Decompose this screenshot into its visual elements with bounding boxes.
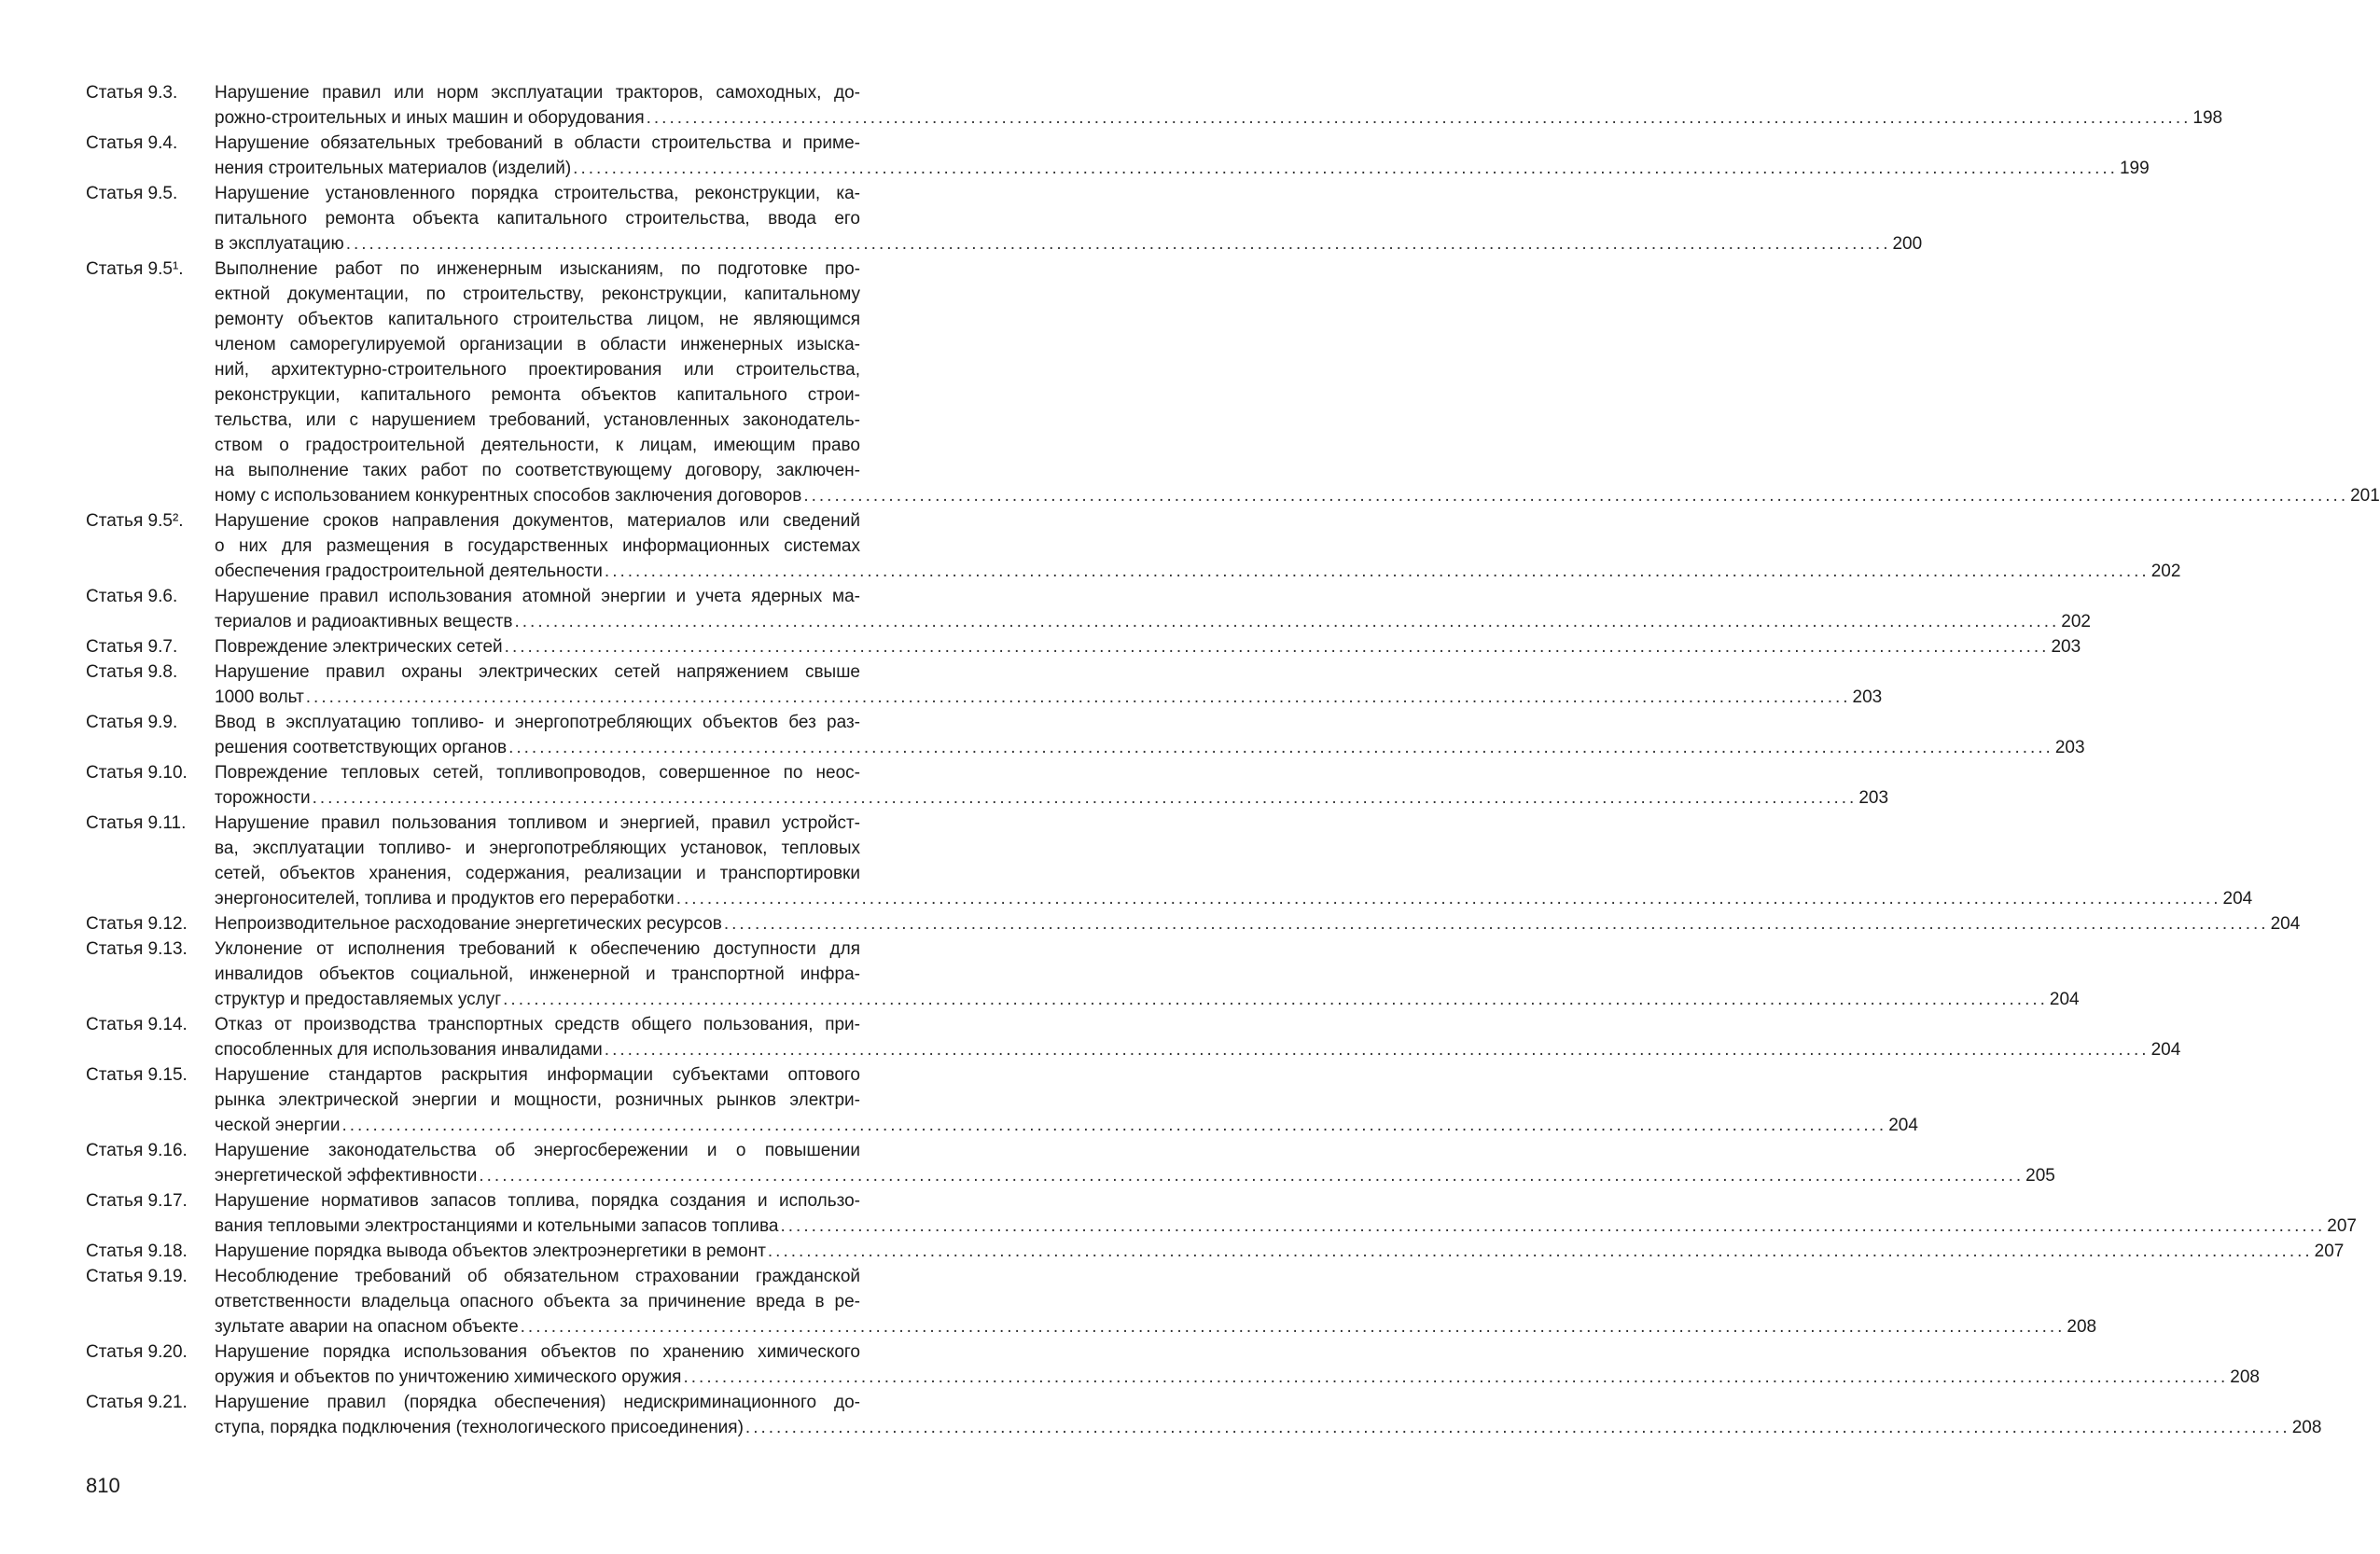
title-line-text: энергетической эффективности [215, 1166, 478, 1186]
page-ref: 208 [2067, 1317, 2097, 1337]
dot-leader: ........................................................................................................................................................................................................ [573, 159, 2118, 178]
title-line: тельства, или с нарушением требований, установленных законодатель- [215, 410, 860, 430]
article-label: Статья 9.13. [86, 939, 188, 959]
title-line-text: зультате аварии на опасном объекте [215, 1317, 519, 1337]
title-line-text: рожно-строительных и иных машин и оборудования [215, 108, 645, 128]
article-title [215, 1012, 2181, 1062]
toc-entry [86, 811, 2253, 911]
dot-leader: ........................................................................................................................................................................................................ [479, 1166, 2025, 1186]
title-line: Нарушение правил или норм эксплуатации тракторов, самоходных, до- [215, 83, 860, 103]
page-ref: 207 [2327, 1216, 2357, 1236]
toc-entry [86, 181, 1923, 257]
title-line: ответственности владельца опасного объекта за причинение вреда в ре- [215, 1292, 860, 1311]
page-ref: 208 [2291, 1418, 2322, 1437]
article-label: Статья 9.16. [86, 1141, 188, 1160]
toc-entry [86, 1239, 2345, 1264]
title-line: Выполнение работ по инженерным изысканиям, по подготовке про- [215, 259, 860, 279]
article-title [215, 1062, 1918, 1138]
article-title [215, 710, 2085, 760]
page-ref: 198 [2192, 108, 2223, 128]
article-title [215, 937, 2080, 1012]
article-title [215, 1188, 2357, 1239]
toc-entry [86, 80, 2223, 131]
article-title [215, 659, 1883, 710]
title-line-text: в эксплуатацию [215, 234, 344, 254]
dot-leader: ........................................................................................................................................................................................................ [520, 1317, 2066, 1337]
title-line: ектной документации, по строительству, реконструкции, капитальному [215, 284, 860, 304]
article-title [215, 508, 2181, 584]
dot-leader: ........................................................................................................................................................................................................ [780, 1216, 2326, 1236]
page-ref: 204 [1888, 1116, 1918, 1135]
article-label: Статья 9.5². [86, 511, 184, 531]
title-line: членом саморегулируемой организации в области инженерных изыска- [215, 335, 860, 354]
title-line [215, 987, 2080, 1012]
toc-entry [86, 760, 1889, 811]
toc-entry [86, 634, 2081, 659]
title-line: Нарушение установленного порядка строительства, реконструкции, ка- [215, 184, 860, 203]
title-line: Нарушение правил (порядка обеспечения) недискриминационного до- [215, 1393, 860, 1412]
toc-entry [86, 257, 2380, 508]
title-line: Ввод в эксплуатацию топливо- и энергопотребляющих объектов без раз- [215, 713, 860, 732]
toc-entry [86, 911, 2301, 937]
title-line-text: вания тепловыми электростанциями и котельными запасов топлива [215, 1216, 779, 1236]
title-line: ний, архитектурно-строительного проектирования или строительства, [215, 360, 860, 380]
article-title [215, 1339, 2260, 1390]
title-line [215, 1365, 2260, 1390]
dot-leader: ........................................................................................................................................................................................................ [683, 1367, 2229, 1387]
toc-entry [86, 1264, 2097, 1339]
title-line-text: ному с использованием конкурентных способов заключения договоров [215, 486, 802, 506]
title-line [215, 634, 2081, 659]
article-label: Статья 9.5. [86, 184, 178, 203]
article-title [215, 1264, 2097, 1339]
page-ref: 203 [2054, 738, 2085, 757]
toc-entry [86, 584, 2091, 634]
page-ref: 203 [1852, 687, 1883, 707]
page-ref: 202 [2061, 612, 2091, 631]
title-line: ремонту объектов капитального строительства лицом, не являющимся [215, 310, 860, 329]
title-line: Нарушение порядка использования объектов по хранению химического [215, 1342, 860, 1362]
title-line: сетей, объектов хранения, содержания, реализации и транспортировки [215, 864, 860, 883]
article-title [215, 811, 2253, 911]
title-line: рынка электрической энергии и мощности, розничных рынков электри- [215, 1090, 860, 1110]
dot-leader: ........................................................................................................................................................................................................ [345, 234, 1891, 254]
title-line-text: нения строительных материалов (изделий) [215, 159, 572, 178]
page-ref: 204 [2222, 889, 2253, 909]
title-line: Нарушение стандартов раскрытия информации субъектами оптового [215, 1065, 860, 1085]
article-label: Статья 9.10. [86, 763, 188, 783]
article-title [215, 634, 2081, 659]
toc-entry [86, 1062, 1918, 1138]
article-title [215, 584, 2091, 634]
title-line: Нарушение правил охраны электрических сетей напряжением свыше [215, 662, 860, 682]
title-line-text: Нарушение порядка вывода объектов электроэнергетики в ремонт [215, 1242, 766, 1261]
dot-leader: ........................................................................................................................................................................................................ [604, 1040, 2150, 1060]
dot-leader: ........................................................................................................................................................................................................ [503, 990, 2048, 1009]
dot-leader: ........................................................................................................................................................................................................ [745, 1418, 2290, 1437]
title-line-text: Непроизводительное расходование энергетических ресурсов [215, 914, 722, 934]
title-line-text: обеспечения градостроительной деятельности [215, 562, 603, 581]
article-label: Статья 9.17. [86, 1191, 188, 1211]
title-line: Нарушение правил пользования топливом и энергией, правил устройст- [215, 813, 860, 833]
page-ref: 202 [2150, 562, 2181, 581]
title-line: Нарушение правил использования атомной энергии и учета ядерных ма- [215, 587, 860, 606]
page-ref: 207 [2314, 1242, 2345, 1261]
title-line: инвалидов объектов социальной, инженерной и транспортной инфра- [215, 964, 860, 984]
title-line-text: териалов и радиоактивных веществ [215, 612, 513, 631]
article-title [215, 80, 2223, 131]
article-title [215, 131, 2150, 181]
page-ref: 199 [2119, 159, 2150, 178]
page-ref: 200 [1892, 234, 1923, 254]
title-line [215, 1314, 2097, 1339]
title-line-text: оружия и объектов по уничтожению химического оружия [215, 1367, 682, 1387]
article-label: Статья 9.11. [86, 813, 187, 833]
dot-leader: ........................................................................................................................................................................................................ [675, 889, 2221, 909]
title-line [215, 886, 2253, 911]
title-line: Отказ от производства транспортных средств общего пользования, при- [215, 1015, 860, 1034]
title-line-text: структур и предоставляемых услуг [215, 990, 502, 1009]
title-line-text: Повреждение электрических сетей [215, 637, 503, 657]
page-ref: 203 [1858, 788, 1889, 808]
page-ref: 208 [2230, 1367, 2260, 1387]
article-label: Статья 9.19. [86, 1267, 188, 1286]
page-ref: 204 [2270, 914, 2301, 934]
article-label: Статья 9.20. [86, 1342, 188, 1362]
article-title [215, 1239, 2345, 1264]
title-line: ва, эксплуатации топливо- и энергопотребляющих установок, тепловых [215, 839, 860, 858]
dot-leader: ........................................................................................................................................................................................................ [646, 108, 2192, 128]
title-line: на выполнение таких работ по соответствующему договору, заключен- [215, 461, 860, 480]
toc-entry [86, 710, 2085, 760]
toc-entry [86, 1188, 2357, 1239]
toc-entry [86, 131, 2150, 181]
dot-leader: ........................................................................................................................................................................................................ [514, 612, 2060, 631]
toc-entry [86, 1390, 2322, 1440]
title-line-text: способленных для использования инвалидами [215, 1040, 603, 1060]
title-line [215, 1163, 2055, 1188]
toc-entry [86, 659, 1883, 710]
article-label: Статья 9.5¹. [86, 259, 184, 279]
article-title [215, 1138, 2055, 1188]
title-line [215, 231, 1923, 257]
dot-leader: ........................................................................................................................................................................................................ [604, 562, 2150, 581]
title-line [215, 156, 2150, 181]
toc-entry [86, 1339, 2260, 1390]
article-title [215, 181, 1923, 257]
dot-leader: ........................................................................................................................................................................................................ [504, 637, 2050, 657]
dot-leader: ........................................................................................................................................................................................................ [508, 738, 2053, 757]
title-line [215, 1214, 2357, 1239]
title-line: Несоблюдение требований об обязательном страховании гражданской [215, 1267, 860, 1286]
article-label: Статья 9.21. [86, 1393, 188, 1412]
toc-entry [86, 508, 2181, 584]
article-label: Статья 9.4. [86, 133, 178, 153]
page-ref: 204 [2150, 1040, 2181, 1060]
article-title [215, 257, 2380, 508]
title-line [215, 1113, 1918, 1138]
article-label: Статья 9.12. [86, 914, 188, 934]
title-line-text: энергоносителей, топлива и продуктов его переработки [215, 889, 675, 909]
title-line: ством о градостроительной деятельности, к лицам, имеющим право [215, 436, 860, 455]
title-line-text: ступа, порядка подключения (технологического присоединения) [215, 1418, 744, 1437]
title-line-text: решения соответствующих органов [215, 738, 508, 757]
article-label: Статья 9.14. [86, 1015, 188, 1034]
title-line-text: 1000 вольт [215, 687, 304, 707]
title-line: Нарушение нормативов запасов топлива, порядка создания и использо- [215, 1191, 860, 1211]
title-line [215, 559, 2181, 584]
article-title [215, 911, 2301, 937]
dot-leader: ........................................................................................................................................................................................................ [341, 1116, 1887, 1135]
title-line: реконструкции, капитального ремонта объектов капитального строи- [215, 385, 860, 405]
title-line [215, 735, 2085, 760]
title-line [215, 785, 1889, 811]
title-line: о них для размещения в государственных информационных системах [215, 536, 860, 556]
dot-leader: ........................................................................................................................................................................................................ [312, 788, 1858, 808]
article-label: Статья 9.9. [86, 713, 178, 732]
title-line [215, 1037, 2181, 1062]
article-label: Статья 9.8. [86, 662, 178, 682]
title-line: Нарушение законодательства об энергосбережении и о повышении [215, 1141, 860, 1160]
title-line [215, 483, 2380, 508]
title-line [215, 609, 2091, 634]
article-label: Статья 9.6. [86, 587, 178, 606]
dot-leader: ........................................................................................................................................................................................................ [767, 1242, 2313, 1261]
title-line: Уклонение от исполнения требований к обеспечению доступности для [215, 939, 860, 959]
page-number: 810 [86, 1474, 120, 1497]
title-line [215, 105, 2223, 131]
title-line-text: торожности [215, 788, 311, 808]
title-line [215, 911, 2301, 937]
title-line: Нарушение сроков направления документов, материалов или сведений [215, 511, 860, 531]
dot-leader: ........................................................................................................................................................................................................ [723, 914, 2269, 934]
page-ref: 204 [2049, 990, 2080, 1009]
toc-entry [86, 937, 2080, 1012]
page-ref: 203 [2051, 637, 2081, 657]
dot-leader: ........................................................................................................................................................................................................ [305, 687, 1851, 707]
toc-entry [86, 1138, 2055, 1188]
title-line [215, 1415, 2322, 1440]
article-label: Статья 9.15. [86, 1065, 188, 1085]
table-of-contents [86, 80, 2380, 1440]
article-title [215, 1390, 2322, 1440]
title-line-text: ческой энергии [215, 1116, 341, 1135]
article-label: Статья 9.3. [86, 83, 178, 103]
title-line [215, 685, 1883, 710]
title-line: питального ремонта объекта капитального строительства, ввода его [215, 209, 860, 229]
title-line: Повреждение тепловых сетей, топливопроводов, совершенное по неос- [215, 763, 860, 783]
page-ref: 201 [2350, 486, 2380, 506]
dot-leader: ........................................................................................................................................................................................................ [803, 486, 2349, 506]
page-ref: 205 [2025, 1166, 2055, 1186]
article-label: Статья 9.7. [86, 637, 178, 657]
toc-entry [86, 1012, 2181, 1062]
title-line [215, 1239, 2345, 1264]
article-title [215, 760, 1889, 811]
article-label: Статья 9.18. [86, 1242, 188, 1261]
title-line: Нарушение обязательных требований в области строительства и приме- [215, 133, 860, 153]
